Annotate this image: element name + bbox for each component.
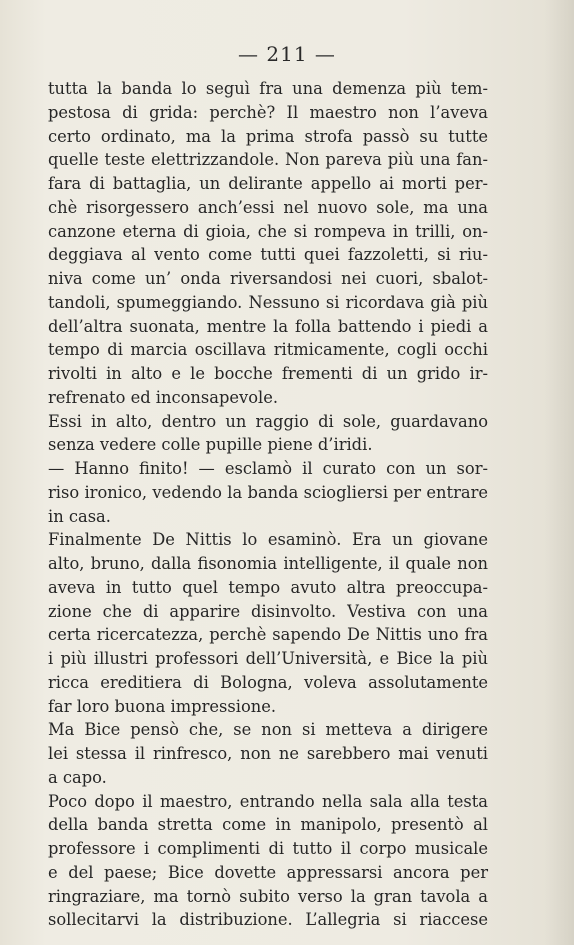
text-line: canzone eterna di gioia, che si rompeva in trilli, on- <box>48 221 488 241</box>
page-number: — 211 — <box>238 42 336 66</box>
text-line: certo ordinato, ma la prima strofa passò su tutte <box>48 126 488 146</box>
text-line: i più illustri professori dell’Università, e Bice la più <box>48 649 488 668</box>
text-line: senza vedere colle pupille piene d’iridi. <box>48 435 373 455</box>
text-line: Essi in alto, dentro un raggio di sole, guardavano <box>48 411 488 431</box>
text-line: tutta la banda lo seguì fra una demenza più tem- <box>48 79 488 98</box>
body-text <box>48 77 488 932</box>
text-line: dell’altra suonata, mentre la folla battendo i piedi a <box>48 316 488 336</box>
text-line: rivolti in alto e le bocche frementi di un grido ir- <box>48 364 488 383</box>
text-line: certa ricercatezza, perchè sapendo De Nittis uno fra <box>48 625 488 645</box>
text-line: della banda stretta come in manipolo, presentò al <box>48 815 488 835</box>
text-line: Poco dopo il maestro, entrando nella sala alla testa <box>48 791 488 811</box>
text-line: tempo di marcia oscillava ritmicamente, cogli occhi <box>48 340 488 360</box>
text-line: alto, bruno, dalla fisonomia intelligente, il quale non <box>48 554 488 573</box>
text-line: niva come un’ onda riversandosi nei cuori, sbalot- <box>48 269 488 288</box>
text-line: quelle teste elettrizzandole. Non pareva più una fan- <box>48 150 488 170</box>
text-line: ringraziare, ma tornò subito verso la gran tavola a <box>48 886 488 906</box>
text-line: tandoli, spumeggiando. Nessuno si ricordava già più <box>48 292 488 312</box>
text-line: professore i complimenti di tutto il corpo musicale <box>48 839 488 858</box>
text-line: sollecitarvi la distribuzione. L’allegria si riaccese <box>48 910 488 930</box>
text-line: zione che di apparire disinvolto. Vestiva con una <box>48 601 488 621</box>
text-line: far loro buona impressione. <box>48 696 277 716</box>
text-line: riso ironico, vedendo la banda sciogliersi per entrare <box>48 482 488 502</box>
text-line: aveva in tutto quel tempo avuto altra preoccupa- <box>48 577 488 597</box>
text-line: pestosa di grida: perchè? Il maestro non l’aveva <box>48 102 488 122</box>
text-line: fara di battaglia, un delirante appello ai morti per- <box>48 174 488 193</box>
text-line: Finalmente De Nittis lo esaminò. Era un giovane <box>48 530 488 550</box>
text-line: deggiava al vento come tutti quei fazzoletti, si riu- <box>48 245 488 265</box>
text-line: a capo. <box>48 767 107 787</box>
text-line: — Hanno finito! — esclamò il curato con un sor- <box>48 459 488 478</box>
text-line: ricca ereditiera di Bologna, voleva assolutamente <box>48 672 488 692</box>
text-line: Ma Bice pensò che, se non si metteva a dirigere <box>48 720 488 740</box>
text-line: e del paese; Bice dovette appressarsi ancora per <box>48 862 488 882</box>
text-line: lei stessa il rinfresco, non ne sarebbero mai venuti <box>48 744 488 763</box>
text-line: in casa. <box>48 506 111 526</box>
text-line: chè risorgessero anch’essi nel nuovo sole, ma una <box>48 197 488 217</box>
page-edge-shadow <box>544 0 574 945</box>
text-line: refrenato ed inconsapevole. <box>48 387 279 407</box>
